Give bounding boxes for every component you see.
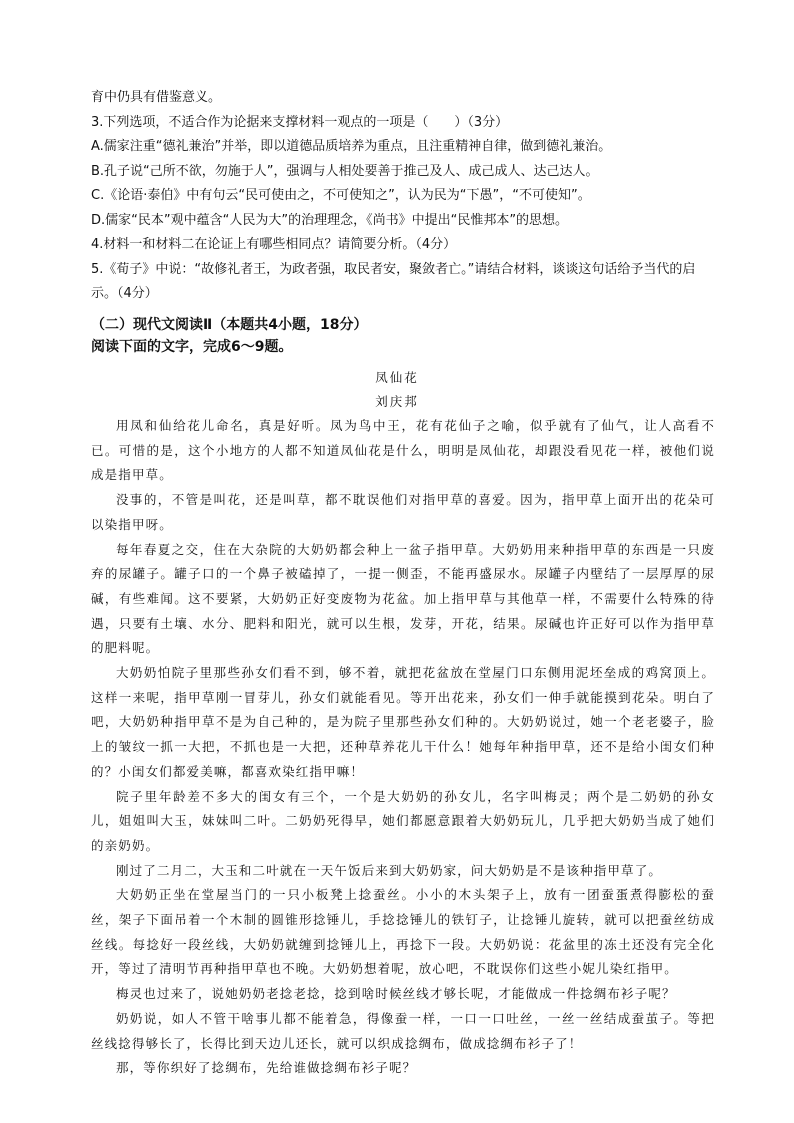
section-instruction: 阅读下面的文字，完成6～9题。 [91,339,293,355]
article-paragraph: 奶奶说，如人不管干啥事儿都不能着急，得像蚕一样，一口一口吐丝，一丝一丝结成蚕茧子。等把丝线捻得够长了，长得比到天边儿还长，就可以织成捻绸布，做成捻绸布衫子了！ [91,1010,715,1051]
text-line: 育中仍具有借鉴意义。 [91,90,222,105]
article-paragraph: 用凤和仙给花儿命名，真是好听。凤为鸟中王，花有花仙子之喻，似乎就有了仙气，让人高看不已。可惜的是，这个小地方的人都不知道凤仙花是什么，明明是凤仙花，却跟没看见花一样，被他们说成是指甲草。 [91,418,715,483]
article-paragraph: 每年春夏之交，住在大杂院的大奶奶都会种上一盆子指甲草。大奶奶用来种指甲草的东西是一只废弃的尿罐子。罐子口的一个鼻子被磕掉了，一提一侧歪，不能再盛尿水。尿罐子内壁结了一层厚厚的尿碱，有些难闻。这不要紧，大奶奶正好变废物为花盆。加上指甲草与其他草一样，不需要什么特殊的待遇，只要有土壤、水分、肥料和阳光，就可以生根，发芽，开花，结果。尿碱也许正好可以作为指甲草的肥料呢。 [91,541,715,656]
question-5-continued: 示。（4分） [91,286,158,301]
article-author: 刘庆邦 [375,394,419,409]
section-header [91,314,715,358]
article-paragraph: 大奶奶怕院子里那些孙女们看不到，够不着，就把花盆放在堂屋门口东侧用泥坯垒成的鸡窝顶上。这样一来呢，指甲草刚一冒芽儿，孙女们就能看见。等开出花来，孙女们一伸手就能摸到花朵。明白了吧，大奶奶种指甲草不是为自己种的，是为院子里那些孙女们种的。大奶奶说过，她一个老老婆子，脸上的皱纹一抓一大把，不抓也是一大把，还种草养花儿干什么！她每年种指甲草，还不是给小闺女们种的？小闺女们都爱美嘛，都喜欢染红指甲嘛！ [91,665,715,779]
option-a: A.儒家注重“德礼兼治”并举，即以道德品质培养为重点，且注重精神自律，做到德礼兼治。 [91,139,612,154]
question-4: 4.材料一和材料二在论证上有哪些相同点？请简要分析。（4分） [91,237,457,252]
article-paragraph: 刚过了二月二，大玉和二叶就在一天午饭后来到大奶奶家，问大奶奶是不是该种指甲草了。 [116,862,663,878]
question-3: 3.下列选项，不适合作为论据来支撑材料一观点的一项是（ ）（3分） [91,114,509,130]
section-heading: （二）现代文阅读Ⅱ（本题共4小题，18分） [91,317,368,333]
questions-block [91,86,715,307]
article-paragraph: 那，等你织好了捻绸布，先给谁做捻绸布衫子呢？ [116,1060,417,1076]
article-paragraph: 梅灵也过来了，说她奶奶老捻老捻，捻到啥时候丝线才够长呢，才能做成一件捻绸布衫子呢？ [116,986,676,1002]
question-5: 5.《荀子》中说：“故修礼者王，为政者强，取民者安，聚敛者亡。”请结合材料，谈谈这句话给予当代的启 [91,261,696,277]
option-c: C.《论语·泰伯》中有句云“民可使由之，不可使知之”，认为民为“下愚”，“不可使知”。 [91,188,591,203]
article-paragraph: 没事的，不管是叫花，还是叫草，都不耽误他们对指甲草的喜爱。因为，指甲草上面开出的花朵可以染指甲呀。 [91,492,715,532]
article-title: 凤仙花 [375,370,419,385]
option-b: B.孔子说“己所不欲，勿施于人”，强调与人相处要善于推己及人、成己成人、达己达人。 [91,163,599,179]
article-paragraph: 院子里年龄差不多大的闺女有三个，一个是大奶奶的孙女儿，名字叫梅灵；两个是二奶奶的孙女儿，姐姐叫大玉，妹妹叫二叶。二奶奶死得早，她们都愿意跟着大奶奶玩儿，几乎把大奶奶当成了她们的亲奶奶。 [91,788,715,853]
article-paragraph: 大奶奶正坐在堂屋当门的一只小板凳上捻蚕丝。小小的木头架子上，放有一团蚕蛋煮得膨松的蚕丝，架子下面吊着一个木制的圆锥形捻锤儿，手捻捻锤儿的铁钉子，让捻锤儿旋转，就可以把蚕丝纺成丝线。每捻好一段丝线，大奶奶就缠到捻锤儿上，再捻下一段。大奶奶说：花盆里的冻土还没有完全化开，等过了清明节再种指甲草也不晚。大奶奶想着呢，放心吧，不耽误你们这些小妮儿染红指甲。 [91,887,715,977]
article-body [91,414,715,1081]
option-d: D.儒家“民本”观中蕴含“人民为大”的治理理念，《尚书》中提出“民惟邦本”的思想。 [91,212,569,228]
